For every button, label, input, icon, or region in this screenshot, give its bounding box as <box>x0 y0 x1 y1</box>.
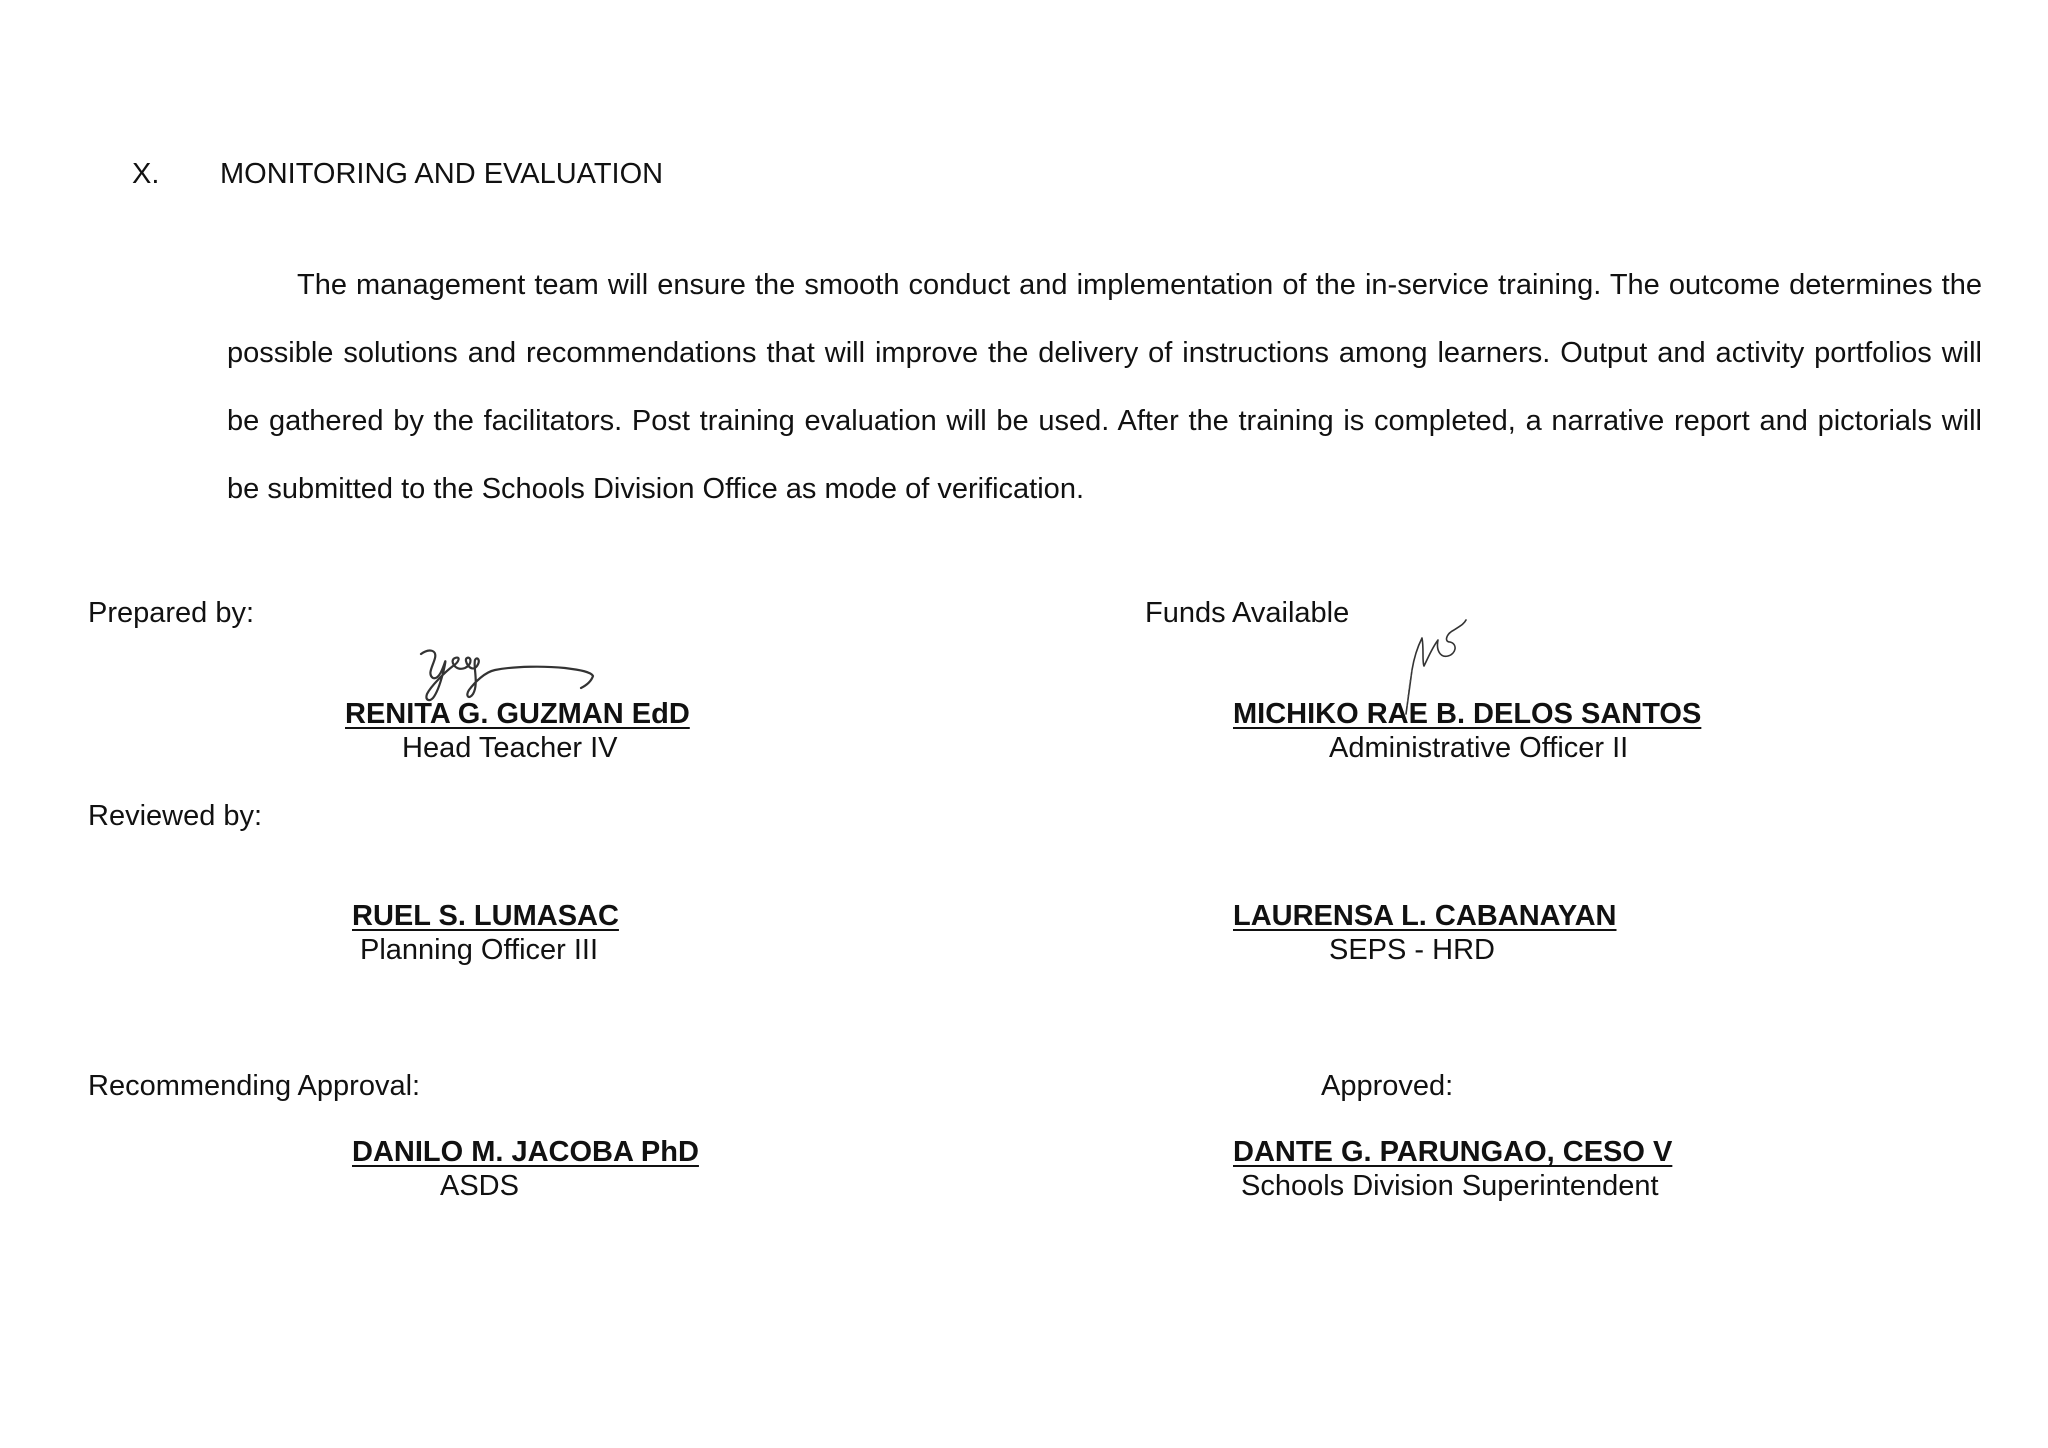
recommending-approval-name: DANILO M. JACOBA PhD <box>352 1136 699 1168</box>
prepared-by-name: RENITA G. GUZMAN EdD <box>345 698 690 730</box>
prepared-by-title: Head Teacher IV <box>402 732 618 764</box>
recommending-approval-label: Recommending Approval: <box>88 1070 421 1102</box>
prepared-by-label: Prepared by: <box>88 597 255 629</box>
reviewed-by-right-name: LAURENSA L. CABANAYAN <box>1233 900 1617 932</box>
reviewed-by-right-title: SEPS - HRD <box>1329 934 1495 966</box>
approved-label: Approved: <box>1321 1070 1454 1102</box>
funds-available-title: Administrative Officer II <box>1329 732 1629 764</box>
section-title: MONITORING AND EVALUATION <box>220 158 664 190</box>
recommending-approval-title: ASDS <box>440 1170 519 1202</box>
approved-name: DANTE G. PARUNGAO, CESO V <box>1233 1136 1673 1168</box>
section-number: X. <box>132 158 160 190</box>
section-body: The management team will ensure the smooth conduct and implementation of the in-service training. The outcome determines the possible solutions and recommendations that will improve the delivery of instructions among learners. Output and activity portfolios will be gathered by the facilitators. Post training evaluation will be used. After the training is completed, a narrative report and pictorials will be submitted to the Schools Division Office as mode of verification. <box>227 269 1982 505</box>
reviewed-by-left-name: RUEL S. LUMASAC <box>352 900 619 932</box>
funds-available-label: Funds Available <box>1145 597 1350 629</box>
reviewed-by-label: Reviewed by: <box>88 800 263 832</box>
reviewed-by-left-title: Planning Officer III <box>360 934 599 966</box>
funds-available-name: MICHIKO RAE B. DELOS SANTOS <box>1233 698 1702 730</box>
approved-title: Schools Division Superintendent <box>1241 1170 1659 1202</box>
